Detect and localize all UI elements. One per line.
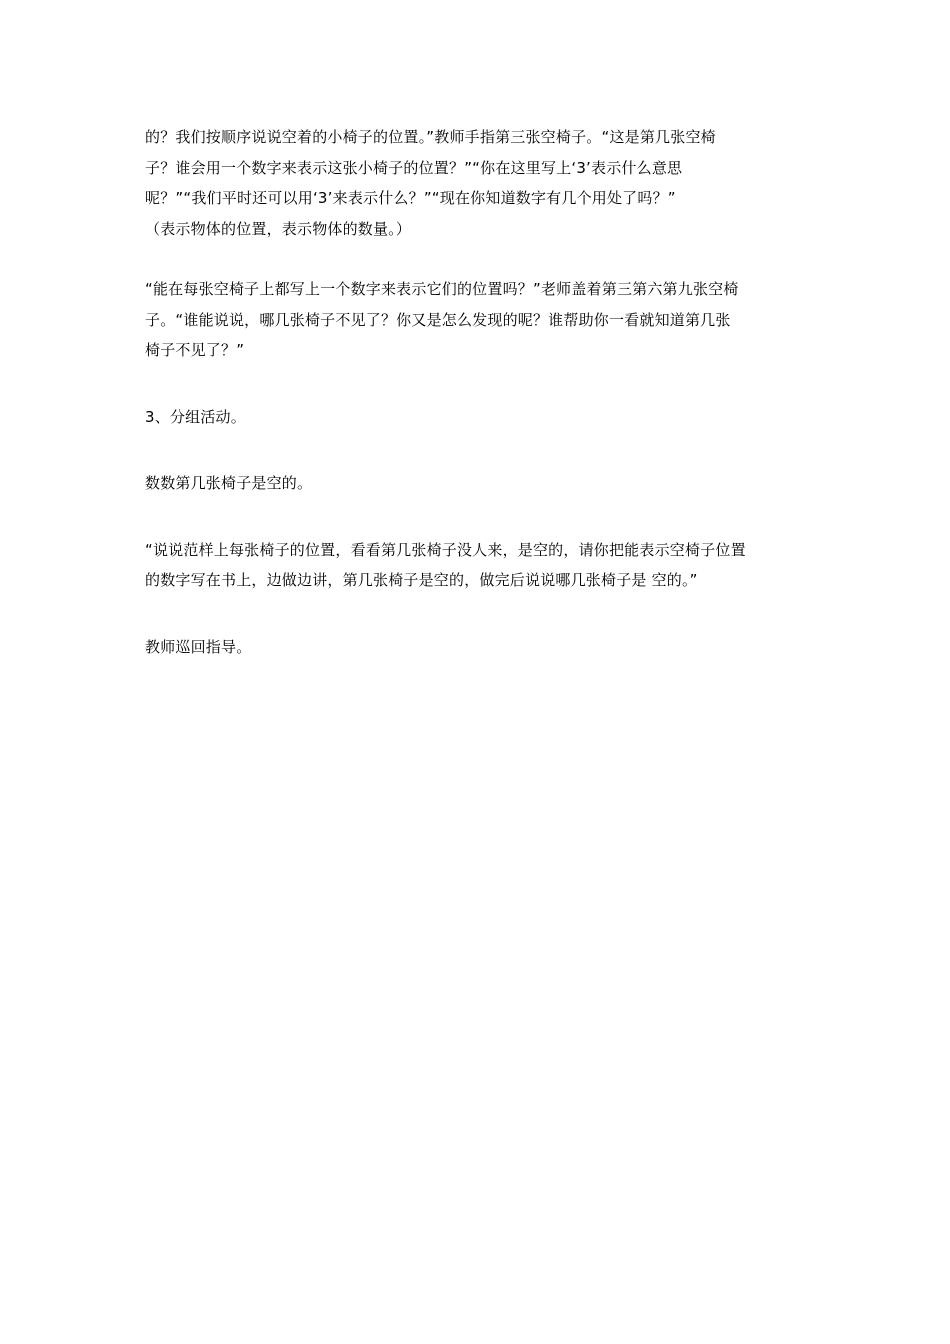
document-page	[145, 122, 810, 662]
text-line: 子？谁会用一个数字来表示这张小椅子的位置？”“你在这里写上‘3’表示什么意思	[145, 158, 683, 177]
text-line: 椅子不见了？”	[145, 341, 245, 359]
text-line: （表示物体的位置，表示物体的数量。）	[145, 219, 412, 238]
section-heading-group-activity	[145, 402, 810, 433]
text-line: 的？我们按顺序说说空着的小椅子的位置。”教师手指第三张空椅子。“这是第几张空椅	[145, 128, 716, 146]
text-line: 呢？”“我们平时还可以用‘3’来表示什么？”“现在你知道数字有几个用处了吗？”	[145, 189, 676, 207]
paragraph-count-empty-chairs	[145, 468, 810, 499]
text-line: 数数第几张椅子是空的。	[145, 474, 313, 492]
paragraph-chair-positions	[145, 122, 810, 244]
text-line: “说说范样上每张椅子的位置，看看第几张椅子没人来，是空的，请你把能表示空椅子位置	[145, 540, 746, 559]
text-line: 教师巡回指导。	[145, 637, 252, 656]
paragraph-missing-chairs	[145, 274, 810, 366]
text-line: 3、分组活动。	[145, 407, 246, 426]
text-line: 的数字写在书上，边做边讲，第几张椅子是空的，做完后说说哪几张椅子是 空的。”	[145, 571, 698, 589]
paragraph-teacher-guidance	[145, 632, 810, 663]
paragraph-instructions	[145, 535, 810, 596]
text-line: “能在每张空椅子上都写上一个数字来表示它们的位置吗？”老师盖着第三第六第九张空椅	[145, 280, 739, 298]
text-line: 子。“谁能说说，哪几张椅子不见了？你又是怎么发现的呢？谁帮助你一看就知道第几张	[145, 310, 731, 329]
